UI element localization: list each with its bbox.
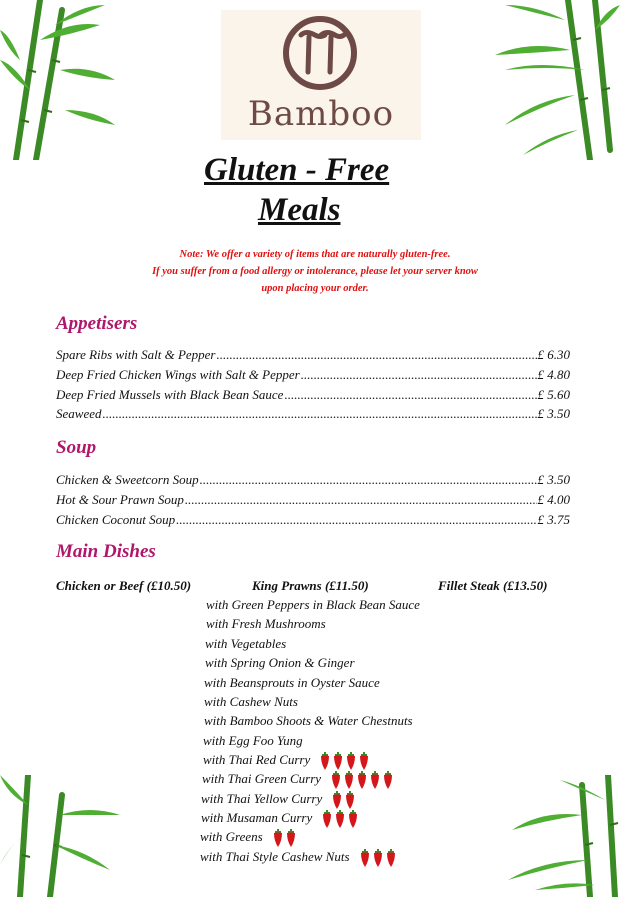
dish-option-label: with Bamboo Shoots & Water Chestnuts — [204, 713, 413, 728]
item-price: £ 3.50 — [537, 406, 570, 421]
dish-option-label: with Beansprouts in Oyster Sauce — [204, 675, 380, 690]
category-fillet-steak: Fillet Steak (£13.50) — [438, 578, 548, 593]
chili-pepper-icon — [369, 771, 381, 789]
dish-option — [204, 694, 298, 712]
dish-option-label: with Vegetables — [205, 636, 287, 651]
chili-pepper-icon — [359, 849, 371, 867]
leader-dots — [200, 472, 537, 488]
section-heading-appetisers: Appetisers — [56, 313, 138, 334]
note-line: upon placing your order. — [261, 283, 369, 294]
dish-option-label: with Spring Onion & Ginger — [205, 655, 355, 670]
leader-dots — [102, 406, 536, 422]
chili-pepper-icon — [347, 810, 359, 828]
chili-pepper-icon — [331, 791, 343, 809]
dish-option — [200, 829, 297, 847]
chili-pepper-icon — [319, 752, 331, 770]
item-price: £ 6.30 — [537, 347, 570, 362]
chili-pepper-icon — [344, 791, 356, 809]
dish-option-label: with Greens — [200, 829, 263, 844]
dish-option-label: with Thai Red Curry — [203, 752, 311, 767]
page-title-line1: Gluten - Free — [204, 152, 390, 188]
dish-option-label: with Thai Style Cashew Nuts — [200, 849, 350, 864]
chili-pepper-icon — [332, 752, 344, 770]
allergy-note — [100, 246, 530, 297]
bamboo-decoration-top-left — [0, 0, 140, 160]
chili-pepper-icon — [321, 810, 333, 828]
dish-option — [201, 791, 356, 809]
item-price: £ 4.00 — [537, 492, 570, 507]
item-name: Spare Ribs with Salt & Pepper — [56, 347, 216, 362]
dish-option — [206, 616, 326, 634]
dish-option-label: with Egg Foo Yung — [203, 733, 303, 748]
chili-pepper-icon — [356, 771, 368, 789]
item-name: Deep Fried Mussels with Black Bean Sauce — [56, 387, 284, 402]
bamboo-logo — [221, 10, 421, 140]
chili-pepper-icon — [385, 849, 397, 867]
menu-item — [56, 406, 570, 426]
item-name: Deep Fried Chicken Wings with Salt & Pepper — [56, 367, 300, 382]
dish-option — [201, 810, 359, 828]
leader-dots — [216, 347, 536, 363]
dish-option-label: with Thai Green Curry — [202, 771, 322, 786]
chili-pepper-icon — [330, 771, 342, 789]
chili-pepper-icon — [358, 752, 370, 770]
dish-option — [205, 636, 286, 654]
menu-item — [56, 387, 570, 407]
item-name: Hot & Sour Prawn Soup — [56, 492, 184, 507]
dish-option-label: with Thai Yellow Curry — [201, 791, 323, 806]
dish-option-label: with Fresh Mushrooms — [206, 616, 326, 631]
section-heading-soup: Soup — [56, 437, 97, 458]
dish-option — [203, 752, 370, 770]
dish-option — [204, 713, 413, 731]
dish-option — [204, 675, 380, 693]
brand-name: Bamboo — [247, 94, 395, 134]
item-name: Chicken & Sweetcorn Soup — [56, 472, 199, 487]
dish-option — [206, 597, 420, 615]
dish-option — [205, 655, 355, 673]
category-chicken-beef: Chicken or Beef (£10.50) — [56, 578, 192, 593]
logo-emblem-icon — [221, 10, 421, 100]
note-line: Note: We offer a variety of items that are naturally gluten-free. — [179, 249, 451, 260]
chili-pepper-icon — [343, 771, 355, 789]
dish-option — [200, 849, 397, 867]
menu-item — [56, 472, 570, 492]
leader-dots — [176, 512, 536, 528]
chili-pepper-icon — [372, 849, 384, 867]
dish-option-label: with Cashew Nuts — [204, 694, 298, 709]
leader-dots — [301, 367, 537, 383]
item-price: £ 3.75 — [537, 512, 570, 527]
category-king-prawns: King Prawns (£11.50) — [252, 578, 369, 593]
leader-dots — [185, 492, 537, 508]
note-line: If you suffer from a food allergy or intolerance, please let your server know — [152, 266, 478, 277]
menu-item — [56, 347, 570, 367]
chili-pepper-icon — [334, 810, 346, 828]
menu-item — [56, 492, 570, 512]
dish-option-label: with Green Peppers in Black Bean Sauce — [206, 597, 420, 612]
item-price: £ 4.80 — [537, 367, 570, 382]
item-name: Seaweed — [56, 406, 102, 421]
bamboo-decoration-bottom-left — [0, 775, 130, 897]
page-title-line2: Meals — [258, 192, 341, 228]
chili-pepper-icon — [285, 829, 297, 847]
menu-item — [56, 367, 570, 387]
dish-option-label: with Musaman Curry — [201, 810, 313, 825]
section-heading-main-dishes: Main Dishes — [56, 541, 156, 562]
dish-option — [202, 771, 394, 789]
leader-dots — [284, 387, 536, 403]
chili-pepper-icon — [345, 752, 357, 770]
menu-item — [56, 512, 570, 532]
dish-option — [203, 733, 303, 751]
bamboo-decoration-top-right — [470, 0, 620, 160]
item-price: £ 5.60 — [537, 387, 570, 402]
item-name: Chicken Coconut Soup — [56, 512, 176, 527]
chili-pepper-icon — [272, 829, 284, 847]
chili-pepper-icon — [382, 771, 394, 789]
item-price: £ 3.50 — [537, 472, 570, 487]
bamboo-decoration-bottom-right — [490, 775, 620, 897]
